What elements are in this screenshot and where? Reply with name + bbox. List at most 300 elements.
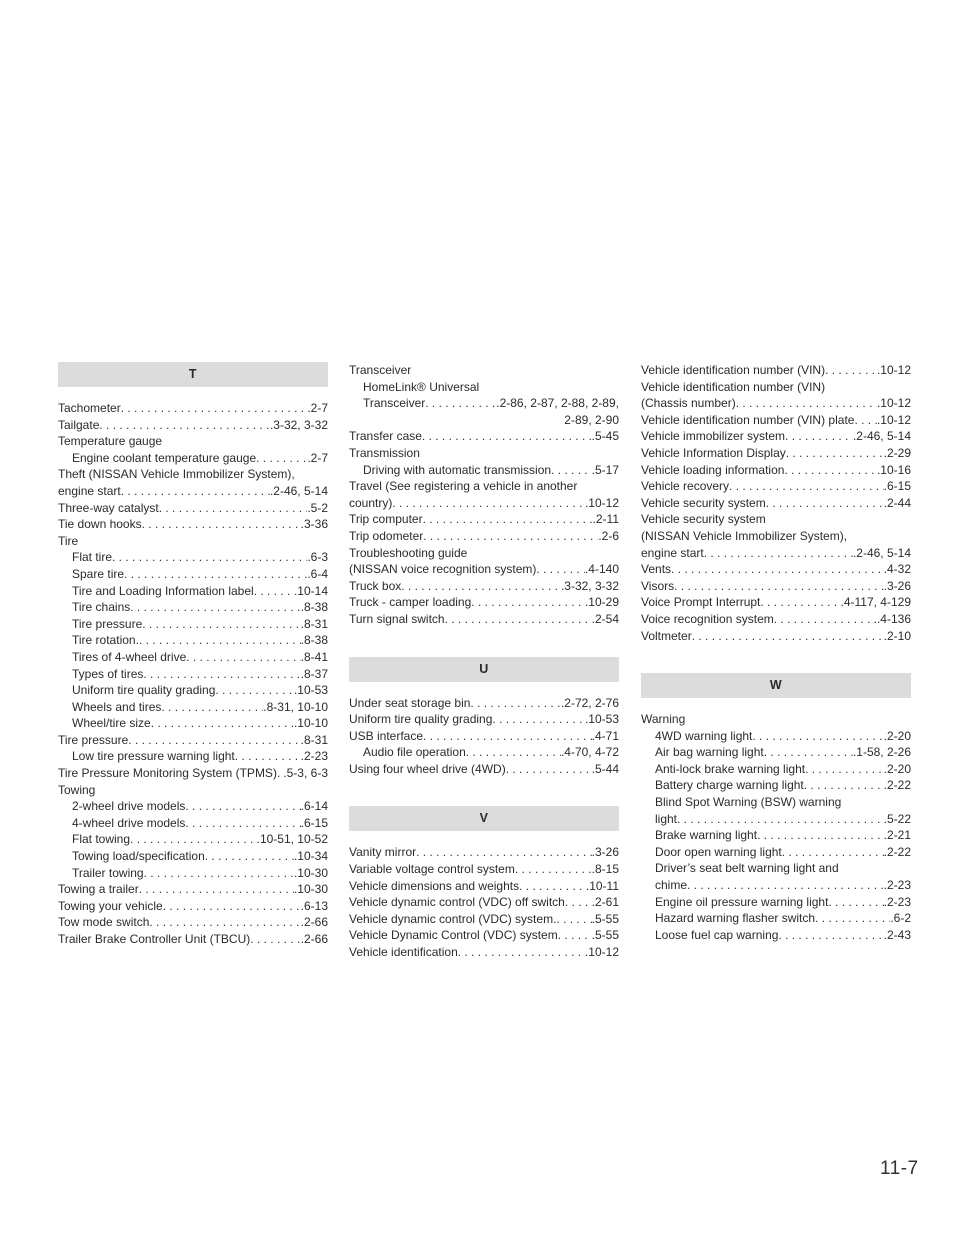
entry-page-ref: .2-7 bbox=[307, 450, 328, 465]
entry-term: Voice Prompt Interrupt bbox=[641, 595, 761, 610]
entry-page-ref: .2-61 bbox=[591, 895, 619, 910]
index-subentry bbox=[58, 798, 328, 815]
dot-leader bbox=[677, 811, 884, 828]
index-entry bbox=[641, 511, 911, 528]
index-entry bbox=[58, 500, 328, 517]
dot-leader bbox=[159, 500, 308, 517]
dot-leader bbox=[392, 495, 585, 512]
entry-term: Tire and Loading Information label bbox=[72, 583, 254, 598]
dot-leader bbox=[471, 594, 585, 611]
entry-term: Towing load/specification bbox=[72, 849, 205, 864]
entry-page-ref: .10-53 bbox=[293, 683, 328, 698]
entry-term: Voltmeter bbox=[641, 628, 692, 643]
entry-page-ref: .10-51, 10-52 bbox=[256, 832, 328, 847]
entry-page-ref: .4-71 bbox=[591, 728, 619, 743]
dot-leader bbox=[425, 395, 496, 412]
index-entry bbox=[58, 400, 328, 417]
dot-leader bbox=[506, 761, 592, 778]
dot-leader bbox=[492, 711, 585, 728]
entry-term: engine start bbox=[641, 545, 704, 560]
entry-term: Troubleshooting guide bbox=[349, 545, 468, 560]
index-subentry bbox=[58, 450, 328, 467]
entry-page-ref: .8-37 bbox=[300, 666, 328, 681]
dot-leader bbox=[423, 528, 598, 545]
dot-leader bbox=[423, 511, 593, 528]
entry-page-ref: .5-55 bbox=[591, 928, 619, 943]
entry-page-ref: .8-31 bbox=[300, 732, 328, 747]
entry-term: Spare tire bbox=[72, 566, 125, 581]
entry-page-ref: .2-72, 2-76 bbox=[560, 695, 619, 710]
section-header-t: T bbox=[58, 362, 328, 387]
entry-page-ref: .2-11 bbox=[592, 512, 619, 527]
index-entry bbox=[349, 761, 619, 778]
index-subentry bbox=[641, 827, 911, 844]
index-entry bbox=[349, 495, 619, 512]
index-entry bbox=[349, 561, 619, 578]
entry-term: Hazard warning flasher switch bbox=[655, 911, 816, 926]
dot-leader bbox=[729, 478, 884, 495]
index-entry bbox=[349, 511, 619, 528]
index-entry bbox=[641, 379, 911, 396]
index-entry bbox=[349, 445, 619, 462]
index-entry bbox=[641, 428, 911, 445]
entry-term: chime bbox=[655, 878, 688, 893]
entry-page-ref: .2-22 bbox=[883, 844, 911, 859]
index-subentry bbox=[58, 865, 328, 882]
entry-term: Truck - camper loading bbox=[349, 595, 472, 610]
entry-term: Visors bbox=[641, 578, 675, 593]
entry-page-ref: .2-66 bbox=[300, 932, 328, 946]
index-subentry bbox=[641, 860, 911, 877]
dot-leader bbox=[805, 761, 884, 778]
entry-term: Battery charge warning light bbox=[655, 778, 804, 793]
dot-leader bbox=[99, 417, 270, 434]
entry-term: Types of tires bbox=[72, 666, 144, 681]
entry-term: Vehicle security system bbox=[641, 495, 766, 510]
dot-leader bbox=[760, 594, 840, 611]
dot-leader bbox=[565, 894, 592, 911]
index-subentry bbox=[58, 599, 328, 616]
index-subentry bbox=[58, 666, 328, 683]
dot-leader bbox=[139, 881, 294, 898]
entry-page-ref: .10-30 bbox=[293, 865, 328, 880]
entry-term: Engine oil pressure warning light bbox=[655, 894, 829, 909]
entry-page-ref: .8-41 bbox=[300, 649, 328, 664]
index-entry bbox=[349, 528, 619, 545]
index-subentry bbox=[641, 744, 911, 761]
dot-leader bbox=[215, 682, 294, 699]
dot-leader bbox=[254, 583, 294, 600]
index-subentry bbox=[641, 777, 911, 794]
index-subentry bbox=[641, 927, 911, 944]
dot-leader bbox=[121, 400, 308, 417]
entry-page-ref: .2-23 bbox=[883, 894, 911, 909]
index-entry bbox=[641, 711, 911, 728]
dot-leader bbox=[466, 744, 561, 761]
entry-page-ref: .10-12 bbox=[584, 495, 619, 510]
section-header-u: U bbox=[349, 657, 619, 682]
entry-page-ref: .10-16 bbox=[876, 462, 911, 477]
entry-page-ref: .5-17 bbox=[591, 462, 619, 477]
entry-page-ref: .6-4 bbox=[307, 566, 328, 581]
entry-term: Uniform tire quality grading bbox=[349, 712, 493, 727]
entry-page-ref: .4-136 bbox=[876, 611, 911, 626]
dot-leader bbox=[151, 715, 294, 732]
entry-page-ref: .6-2 bbox=[890, 911, 911, 926]
entry-term: Vanity mirror bbox=[349, 845, 417, 860]
index-subentry bbox=[58, 748, 328, 765]
index-entry bbox=[58, 931, 328, 948]
index-entry bbox=[349, 878, 619, 895]
index-entry bbox=[58, 433, 328, 450]
dot-leader bbox=[752, 728, 883, 745]
entry-term: Towing a trailer bbox=[58, 882, 139, 897]
index-entry bbox=[641, 462, 911, 479]
entry-page-ref: .6-13 bbox=[300, 898, 328, 913]
entry-term: Driving with automatic transmission bbox=[363, 462, 552, 477]
index-entry bbox=[349, 428, 619, 445]
dot-leader bbox=[692, 628, 884, 645]
dot-leader bbox=[458, 944, 585, 961]
index-subentry bbox=[349, 395, 619, 412]
entry-term: Tailgate bbox=[58, 417, 100, 432]
page-number: 11-7 bbox=[880, 1158, 919, 1179]
entry-page-ref: .2-46, 5-14 bbox=[852, 545, 911, 560]
entry-term: Engine coolant temperature gauge bbox=[72, 450, 257, 465]
dot-leader bbox=[854, 412, 877, 429]
index-column-2 bbox=[349, 362, 619, 961]
entry-term: Transmission bbox=[349, 445, 420, 460]
dot-leader bbox=[186, 649, 300, 666]
index-entry bbox=[641, 478, 911, 495]
entry-term: 4-wheel drive models bbox=[72, 815, 186, 830]
dot-leader bbox=[782, 844, 884, 861]
index-entry bbox=[58, 533, 328, 550]
dot-leader bbox=[778, 927, 883, 944]
entry-term: Driver’s seat belt warning light and bbox=[655, 861, 839, 876]
entry-page-ref: .3-32, 3-32 bbox=[269, 417, 328, 432]
dot-leader bbox=[143, 666, 300, 683]
index-subentry bbox=[641, 910, 911, 927]
entry-page-ref: .2-7 bbox=[307, 401, 328, 415]
entry-term: Transceiver bbox=[349, 363, 412, 377]
dot-leader bbox=[401, 578, 561, 595]
index-entry bbox=[641, 578, 911, 595]
entry-term: Vehicle identification number (VIN) bbox=[641, 363, 826, 377]
entry-page-ref: .4-70, 4-72 bbox=[560, 745, 619, 760]
entry-term: Tachometer bbox=[58, 401, 121, 415]
entry-term: Voice recognition system bbox=[641, 611, 774, 626]
dot-leader bbox=[163, 898, 301, 915]
entry-term: Tire Pressure Monitoring System (TPMS) bbox=[58, 766, 277, 781]
index-entry bbox=[641, 495, 911, 512]
index-entry bbox=[58, 914, 328, 931]
dot-leader bbox=[121, 483, 270, 500]
dot-leader bbox=[536, 561, 585, 578]
entry-page-ref: .2-66 bbox=[300, 915, 328, 930]
index-subentry bbox=[58, 549, 328, 566]
entry-term: USB interface bbox=[349, 728, 424, 743]
dot-leader bbox=[205, 848, 294, 865]
section-header-v: V bbox=[349, 806, 619, 831]
entry-page-ref: .2-29 bbox=[883, 445, 911, 460]
dot-leader bbox=[139, 632, 301, 649]
section-header-w: W bbox=[641, 673, 911, 698]
entry-page-ref: .1-58, 2-26 bbox=[852, 745, 911, 760]
index-entry bbox=[349, 861, 619, 878]
entry-term: Blind Spot Warning (BSW) warning bbox=[655, 795, 842, 810]
entry-term: Vehicle identification number (VIN) bbox=[641, 379, 826, 394]
dot-leader bbox=[764, 744, 853, 761]
entry-term: Vehicle recovery bbox=[641, 479, 730, 494]
entry-page-ref: .2-23 bbox=[883, 878, 911, 893]
index-entry bbox=[641, 611, 911, 628]
entry-term: Wheels and tires bbox=[72, 699, 162, 714]
index-entry bbox=[641, 545, 911, 562]
entry-page-ref: .10-12 bbox=[876, 412, 911, 427]
index-subentry bbox=[641, 761, 911, 778]
index-entry bbox=[349, 578, 619, 595]
dot-leader bbox=[416, 844, 592, 861]
index-subentry bbox=[641, 794, 911, 811]
entry-page-ref: .10-14 bbox=[293, 583, 328, 598]
dot-leader bbox=[256, 450, 307, 467]
entry-term: light bbox=[655, 811, 678, 826]
entry-term: Vents bbox=[641, 562, 672, 577]
entry-page-ref: .5-55 bbox=[591, 911, 619, 926]
entry-term: Transfer case bbox=[349, 429, 422, 444]
entry-page-ref: .8-31 bbox=[300, 616, 328, 631]
index-entry bbox=[58, 483, 328, 500]
dot-leader bbox=[757, 827, 884, 844]
index-entry bbox=[349, 711, 619, 728]
dot-leader bbox=[112, 549, 307, 566]
index-column-3 bbox=[641, 362, 911, 943]
index-entry bbox=[58, 782, 328, 799]
entry-term: Tire bbox=[58, 533, 79, 548]
entry-term: Wheel/tire size bbox=[72, 716, 151, 731]
index-entry bbox=[349, 545, 619, 562]
index-subentry bbox=[58, 699, 328, 716]
entry-page-ref: .2-22 bbox=[883, 778, 911, 793]
entry-term: Vehicle security system bbox=[641, 512, 766, 527]
index-entry bbox=[641, 395, 911, 412]
entry-page-ref: .10-12 bbox=[876, 363, 911, 377]
dot-leader bbox=[674, 578, 884, 595]
dot-leader bbox=[128, 732, 300, 749]
entry-term: Theft (NISSAN Vehicle Immobilizer System), bbox=[58, 467, 295, 482]
index-subentry bbox=[641, 811, 911, 828]
index-subentry bbox=[349, 379, 619, 396]
index-entry bbox=[349, 894, 619, 911]
entry-term: Travel (See registering a vehicle in another bbox=[349, 479, 578, 494]
entry-term: Temperature gauge bbox=[58, 434, 163, 449]
dot-leader bbox=[704, 545, 853, 562]
entry-term: Variable voltage control system bbox=[349, 862, 515, 877]
index-subentry bbox=[58, 616, 328, 633]
entry-page-ref: .10-12 bbox=[876, 396, 911, 411]
entry-page-ref: .4-32 bbox=[883, 562, 911, 577]
entry-term: Vehicle identification number (VIN) plate bbox=[641, 412, 855, 427]
index-subentry bbox=[641, 728, 911, 745]
index-entry bbox=[349, 695, 619, 712]
index-entry bbox=[349, 911, 619, 928]
entry-term: Loose fuel cap warning bbox=[655, 927, 779, 942]
dot-leader bbox=[804, 777, 884, 794]
index-entry bbox=[349, 728, 619, 745]
entry-term: Vehicle immobilizer system bbox=[641, 429, 786, 444]
entry-page-ref: .3-26 bbox=[883, 578, 911, 593]
index-subentry bbox=[641, 844, 911, 861]
index-entry bbox=[58, 516, 328, 533]
index-entry bbox=[58, 765, 328, 782]
entry-page-ref: .3-36 bbox=[300, 517, 328, 532]
entry-term: Vehicle Information Display bbox=[641, 445, 786, 460]
entry-term: Towing your vehicle bbox=[58, 898, 163, 913]
dot-leader bbox=[766, 495, 884, 512]
dot-leader bbox=[161, 699, 263, 716]
entry-page-ref: .10-30 bbox=[293, 882, 328, 897]
index-subentry bbox=[58, 632, 328, 649]
entry-term: Vehicle dimensions and weights bbox=[349, 878, 520, 893]
index-subentry bbox=[58, 649, 328, 666]
index-entry bbox=[349, 611, 619, 628]
entry-page-ref: .5-22 bbox=[883, 811, 911, 826]
entry-term: 2-wheel drive models bbox=[72, 799, 186, 814]
index-subentry bbox=[58, 831, 328, 848]
dot-leader bbox=[423, 728, 592, 745]
entry-term: Door open warning light bbox=[655, 844, 782, 859]
entry-page-ref: .5-45 bbox=[591, 429, 619, 444]
entry-page-ref: .3-32, 3-32 bbox=[560, 578, 619, 593]
dot-leader bbox=[445, 611, 592, 628]
entry-page-ref: .10-53 bbox=[584, 712, 619, 727]
entry-page-ref: .2-46, 5-14 bbox=[269, 483, 328, 498]
index-entry bbox=[641, 594, 911, 611]
entry-page-ref: .3-26 bbox=[591, 845, 619, 860]
entry-term: Vehicle dynamic control (VDC) system. bbox=[349, 911, 557, 926]
entry-page-ref: .2-21 bbox=[883, 828, 911, 843]
dot-leader bbox=[687, 877, 884, 894]
index-entry bbox=[349, 844, 619, 861]
index-subentry bbox=[58, 715, 328, 732]
index-entry bbox=[641, 561, 911, 578]
entry-term: Three-way catalyst bbox=[58, 500, 159, 515]
dot-leader bbox=[185, 798, 300, 815]
entry-term: Tow mode switch bbox=[58, 915, 150, 930]
entry-page-ref: .10-10 bbox=[293, 716, 328, 731]
dot-leader bbox=[828, 894, 883, 911]
entry-page-ref: .2-43 bbox=[883, 927, 911, 942]
entry-page-ref: .2-20 bbox=[883, 728, 911, 743]
dot-leader bbox=[250, 931, 300, 948]
entry-term: Uniform tire quality grading bbox=[72, 683, 216, 698]
entry-page-ref: .6-15 bbox=[883, 479, 911, 494]
entry-page-ref: .10-11 bbox=[585, 878, 619, 893]
index-subentry bbox=[58, 583, 328, 600]
entry-page-ref: .2-10 bbox=[883, 628, 911, 643]
index-entry bbox=[349, 944, 619, 961]
dot-leader bbox=[558, 927, 592, 944]
entry-term: Tire pressure bbox=[72, 616, 143, 631]
entry-page-ref: .4-140 bbox=[584, 562, 619, 577]
index-subentry bbox=[349, 744, 619, 761]
dot-leader bbox=[142, 516, 301, 533]
dot-leader bbox=[185, 815, 300, 832]
entry-page-ref: .8-38 bbox=[300, 600, 328, 615]
entry-page-ref: .6-14 bbox=[300, 799, 328, 814]
entry-term: Tire chains bbox=[72, 600, 131, 615]
entry-term: (NISSAN Vehicle Immobilizer System), bbox=[641, 528, 848, 543]
index-entry bbox=[58, 898, 328, 915]
entry-term: Low tire pressure warning light bbox=[72, 749, 235, 764]
entry-term: Transceiver bbox=[363, 396, 426, 411]
index-entry bbox=[641, 528, 911, 545]
entry-term: Flat tire bbox=[72, 550, 113, 565]
index-entry bbox=[349, 927, 619, 944]
dot-leader bbox=[556, 911, 591, 928]
entry-term: Trip odometer bbox=[349, 528, 424, 543]
index-subentry bbox=[58, 815, 328, 832]
dot-leader bbox=[470, 695, 561, 712]
index-entry bbox=[58, 732, 328, 749]
entry-page-ref: .6-15 bbox=[300, 815, 328, 830]
entry-term: Flat towing bbox=[72, 832, 131, 847]
entry-term: country) bbox=[349, 495, 393, 510]
dot-leader bbox=[144, 865, 294, 882]
entry-page-ref: .6-3 bbox=[307, 550, 328, 565]
entry-page-ref: .8-15 bbox=[591, 862, 619, 877]
entry-page-ref: .2-6 bbox=[598, 528, 619, 543]
entry-page-ref: .8-31, 10-10 bbox=[263, 699, 328, 714]
entry-term: Turn signal switch bbox=[349, 611, 445, 626]
entry-page-ref: .10-29 bbox=[584, 595, 619, 610]
index-subentry bbox=[58, 848, 328, 865]
entry-term: Trailer Brake Controller Unit (TBCU) bbox=[58, 932, 251, 946]
entry-term: Trip computer bbox=[349, 512, 423, 527]
entry-page-ref: .8-38 bbox=[300, 633, 328, 648]
entry-term: Towing bbox=[58, 782, 96, 797]
dot-leader bbox=[825, 362, 877, 379]
entry-term: Air bag warning light bbox=[655, 745, 764, 760]
index-entry bbox=[349, 478, 619, 495]
dot-leader bbox=[784, 462, 877, 479]
entry-term: Tire rotation. bbox=[72, 633, 139, 648]
entry-term: Brake warning light bbox=[655, 828, 758, 843]
entry-page-ref: .2-46, 5-14 bbox=[852, 429, 911, 444]
dot-leader bbox=[130, 831, 257, 848]
entry-term: Vehicle dynamic control (VDC) off switch bbox=[349, 895, 565, 910]
dot-leader bbox=[551, 462, 592, 479]
index-subentry bbox=[641, 877, 911, 894]
entry-page-ref: .2-54 bbox=[591, 611, 619, 626]
entry-term: (NISSAN voice recognition system) bbox=[349, 562, 537, 577]
entry-term: Warning bbox=[641, 712, 686, 727]
entry-page-ref: .10-12 bbox=[584, 945, 619, 960]
entry-page-ref: .2-20 bbox=[883, 761, 911, 776]
index-subentry bbox=[58, 682, 328, 699]
entry-page-ref: .2-44 bbox=[883, 495, 911, 510]
index-subentry bbox=[641, 894, 911, 911]
index-subentry bbox=[58, 566, 328, 583]
entry-term: (Chassis number) bbox=[641, 396, 736, 411]
entry-term: Under seat storage bin bbox=[349, 695, 471, 710]
index-subentry bbox=[349, 462, 619, 479]
entry-term: Vehicle loading information bbox=[641, 462, 785, 477]
entry-term: Tires of 4-wheel drive bbox=[72, 649, 187, 664]
entry-page-ref: .4-117, 4-129 bbox=[840, 595, 911, 610]
entry-page-ref: .10-34 bbox=[293, 849, 328, 864]
